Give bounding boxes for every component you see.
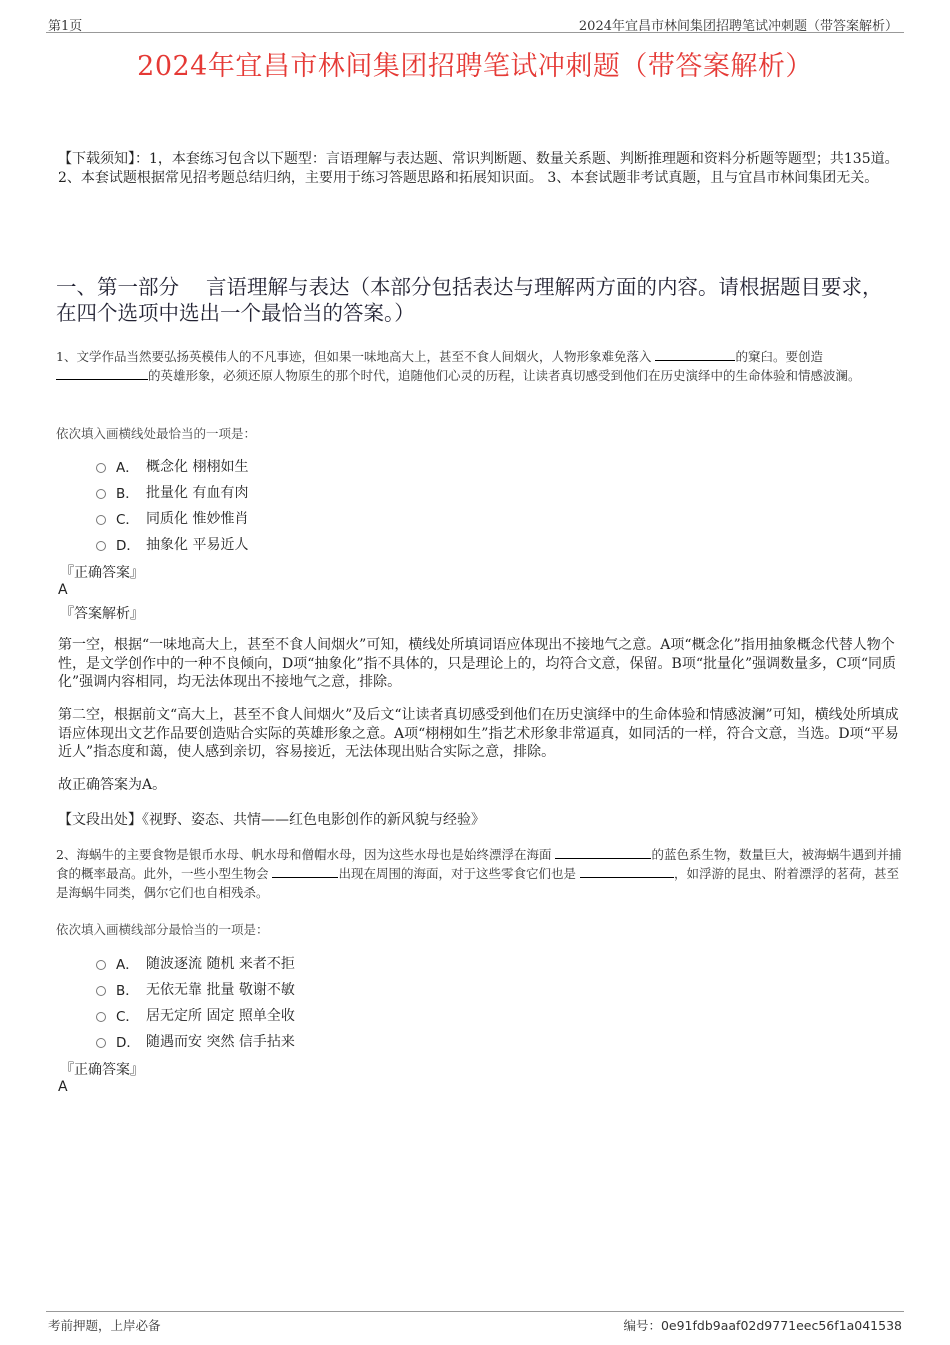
analysis-paragraph-1: 第一空，根据“一味地高大上，甚至不食人间烟火”可知，横线处所填词语应体现出不接地气之意。A项“概念化”指用抽象概念代替人物个性，是文学创作中的一种不良倾向，D项“抽象化”指不具体的，只是理论上的，均符合文意，保留。B项“批量化”强调数量多，C项“同质化”强调内容相同，均无法体现出不接地气之意，排除。: [58, 637, 897, 690]
option-text: 随波逐流 随机 来者不拒: [146, 956, 295, 972]
option-key: B．: [116, 983, 139, 999]
option-text: 同质化 惟妙惟肖: [146, 511, 249, 527]
option-key: A．: [116, 460, 139, 476]
header-doc-title: 2024年宜昌市林间集团招聘笔试冲刺题（带答案解析）: [578, 19, 898, 34]
radio-icon[interactable]: [96, 463, 106, 473]
fill-blank: [56, 367, 148, 380]
code-label: 编号：: [623, 1318, 661, 1333]
option-d[interactable]: [96, 531, 248, 557]
option-b[interactable]: [96, 976, 295, 1002]
option-text: 无依无靠 批量 敬谢不敏: [146, 982, 295, 998]
option-key: D．: [116, 1035, 140, 1051]
option-text: 概念化 栩栩如生: [146, 459, 249, 475]
code-value: 0e91fdb9aaf02d9771eec56f1a041538: [660, 1318, 902, 1333]
option-key: D．: [116, 538, 140, 554]
answer-value: A: [58, 1079, 68, 1095]
document-code: [623, 1316, 902, 1334]
option-a[interactable]: [96, 453, 248, 479]
option-c[interactable]: [96, 505, 248, 531]
fill-blank: [272, 865, 338, 878]
question-1-options: [96, 453, 248, 557]
option-key: C．: [116, 512, 139, 528]
option-key: C．: [116, 1009, 139, 1025]
radio-icon[interactable]: [96, 489, 106, 499]
q2-stem-part: 的蓝色系生物，数量巨大，被海蜗牛遇到并捕食的概率最高。此外，一些小型生物会: [56, 847, 902, 881]
q1-stem-part: 的英雄形象，必须还原人物原生的那个时代，追随他们心灵的历程，让读者真切感受到他们在历史演绎中的生命体验和情感波澜。: [148, 368, 861, 383]
page-number: 第1页: [48, 19, 83, 34]
option-text: 居无定所 固定 照单全收: [146, 1008, 295, 1024]
option-key: A．: [116, 957, 139, 973]
question-2-stem: [56, 845, 904, 902]
page-header: [46, 14, 904, 33]
answer-label: 『正确答案』: [60, 1062, 144, 1078]
radio-icon[interactable]: [96, 515, 106, 525]
option-c[interactable]: [96, 1002, 295, 1028]
fill-blank: [555, 846, 651, 859]
radio-icon[interactable]: [96, 1038, 106, 1048]
fill-blank: [655, 348, 735, 361]
answer-value: A: [58, 582, 68, 598]
question-2-options: [96, 950, 295, 1054]
analysis-label: 『答案解析』: [60, 606, 144, 622]
conclusion: 故正确答案为A。: [58, 777, 167, 793]
radio-icon[interactable]: [96, 986, 106, 996]
page-footer: [46, 1311, 904, 1334]
option-text: 批量化 有血有肉: [146, 485, 249, 501]
download-notice: 【下载须知】：1，本套练习包含以下题型：言语理解与表达题、常识判断题、数量关系题、判断推理题和资料分析题等题型；共135道。 2、本套试题根据常见招考题总结归纳，主要用于练习答题思路和拓展知识面。 3、本套试题非考试真题，且与宜昌市林间集团无关。: [58, 151, 899, 186]
fill-blank: [580, 865, 674, 878]
option-text: 抽象化 平易近人: [146, 537, 249, 553]
document-title: 2024年宜昌市林间集团招聘笔试冲刺题（带答案解析）: [137, 51, 813, 82]
question-1-stem: [56, 347, 904, 385]
q1-stem-part: 1、文学作品当然要弘扬英模伟人的不凡事迹，但如果一味地高大上，甚至不食人间烟火，人物形象难免落入: [56, 349, 656, 364]
option-b[interactable]: [96, 479, 248, 505]
option-d[interactable]: [96, 1028, 295, 1054]
question-2-prompt: 依次填入画横线部分最恰当的一项是：: [56, 922, 269, 937]
text-source: 【文段出处】《视野、姿态、共情——红色电影创作的新风貌与经验》: [58, 812, 485, 828]
footer-slogan: 考前押题，上岸必备: [48, 1318, 161, 1333]
radio-icon[interactable]: [96, 960, 106, 970]
section-heading: 一、第一部分 言语理解与表达（本部分包括表达与理解两方面的内容。请根据题目要求，在四个选项中选出一个最恰当的答案。）: [56, 275, 883, 325]
question-1-prompt: 依次填入画横线处最恰当的一项是：: [56, 426, 257, 441]
radio-icon[interactable]: [96, 1012, 106, 1022]
option-text: 随遇而安 突然 信手拈来: [146, 1034, 295, 1050]
q1-stem-part: 的窠臼。要创造: [735, 349, 823, 364]
analysis-paragraph-2: 第二空，根据前文“高大上，甚至不食人间烟火”及后文“让读者真切感受到他们在历史演绎中的生命体验和情感波澜”可知，横线处所填成语应体现出文艺作品要创造贴合实际的英雄形象之意。A项“栩栩如生”指艺术形象非常逼真，如同活的一样，符合文意，当选。D项“平易近人”指态度和蔼，使人感到亲切，容易接近，无法体现出贴合实际之意，排除。: [58, 707, 899, 760]
q2-stem-part: 出现在周围的海面，对于这些零食它们也是: [338, 866, 580, 881]
q2-stem-part: 2、海蜗牛的主要食物是银币水母、帆水母和僧帽水母，因为这些水母也是始终漂浮在海面: [56, 847, 556, 862]
option-a[interactable]: [96, 950, 295, 976]
q2-stem-part: ，如浮游的昆虫、附着漂浮的茗荷，甚至是海蜗牛同类，偶尔它们也自相残杀。: [56, 866, 899, 900]
radio-icon[interactable]: [96, 541, 106, 551]
option-key: B．: [116, 486, 139, 502]
answer-label: 『正确答案』: [60, 565, 144, 581]
